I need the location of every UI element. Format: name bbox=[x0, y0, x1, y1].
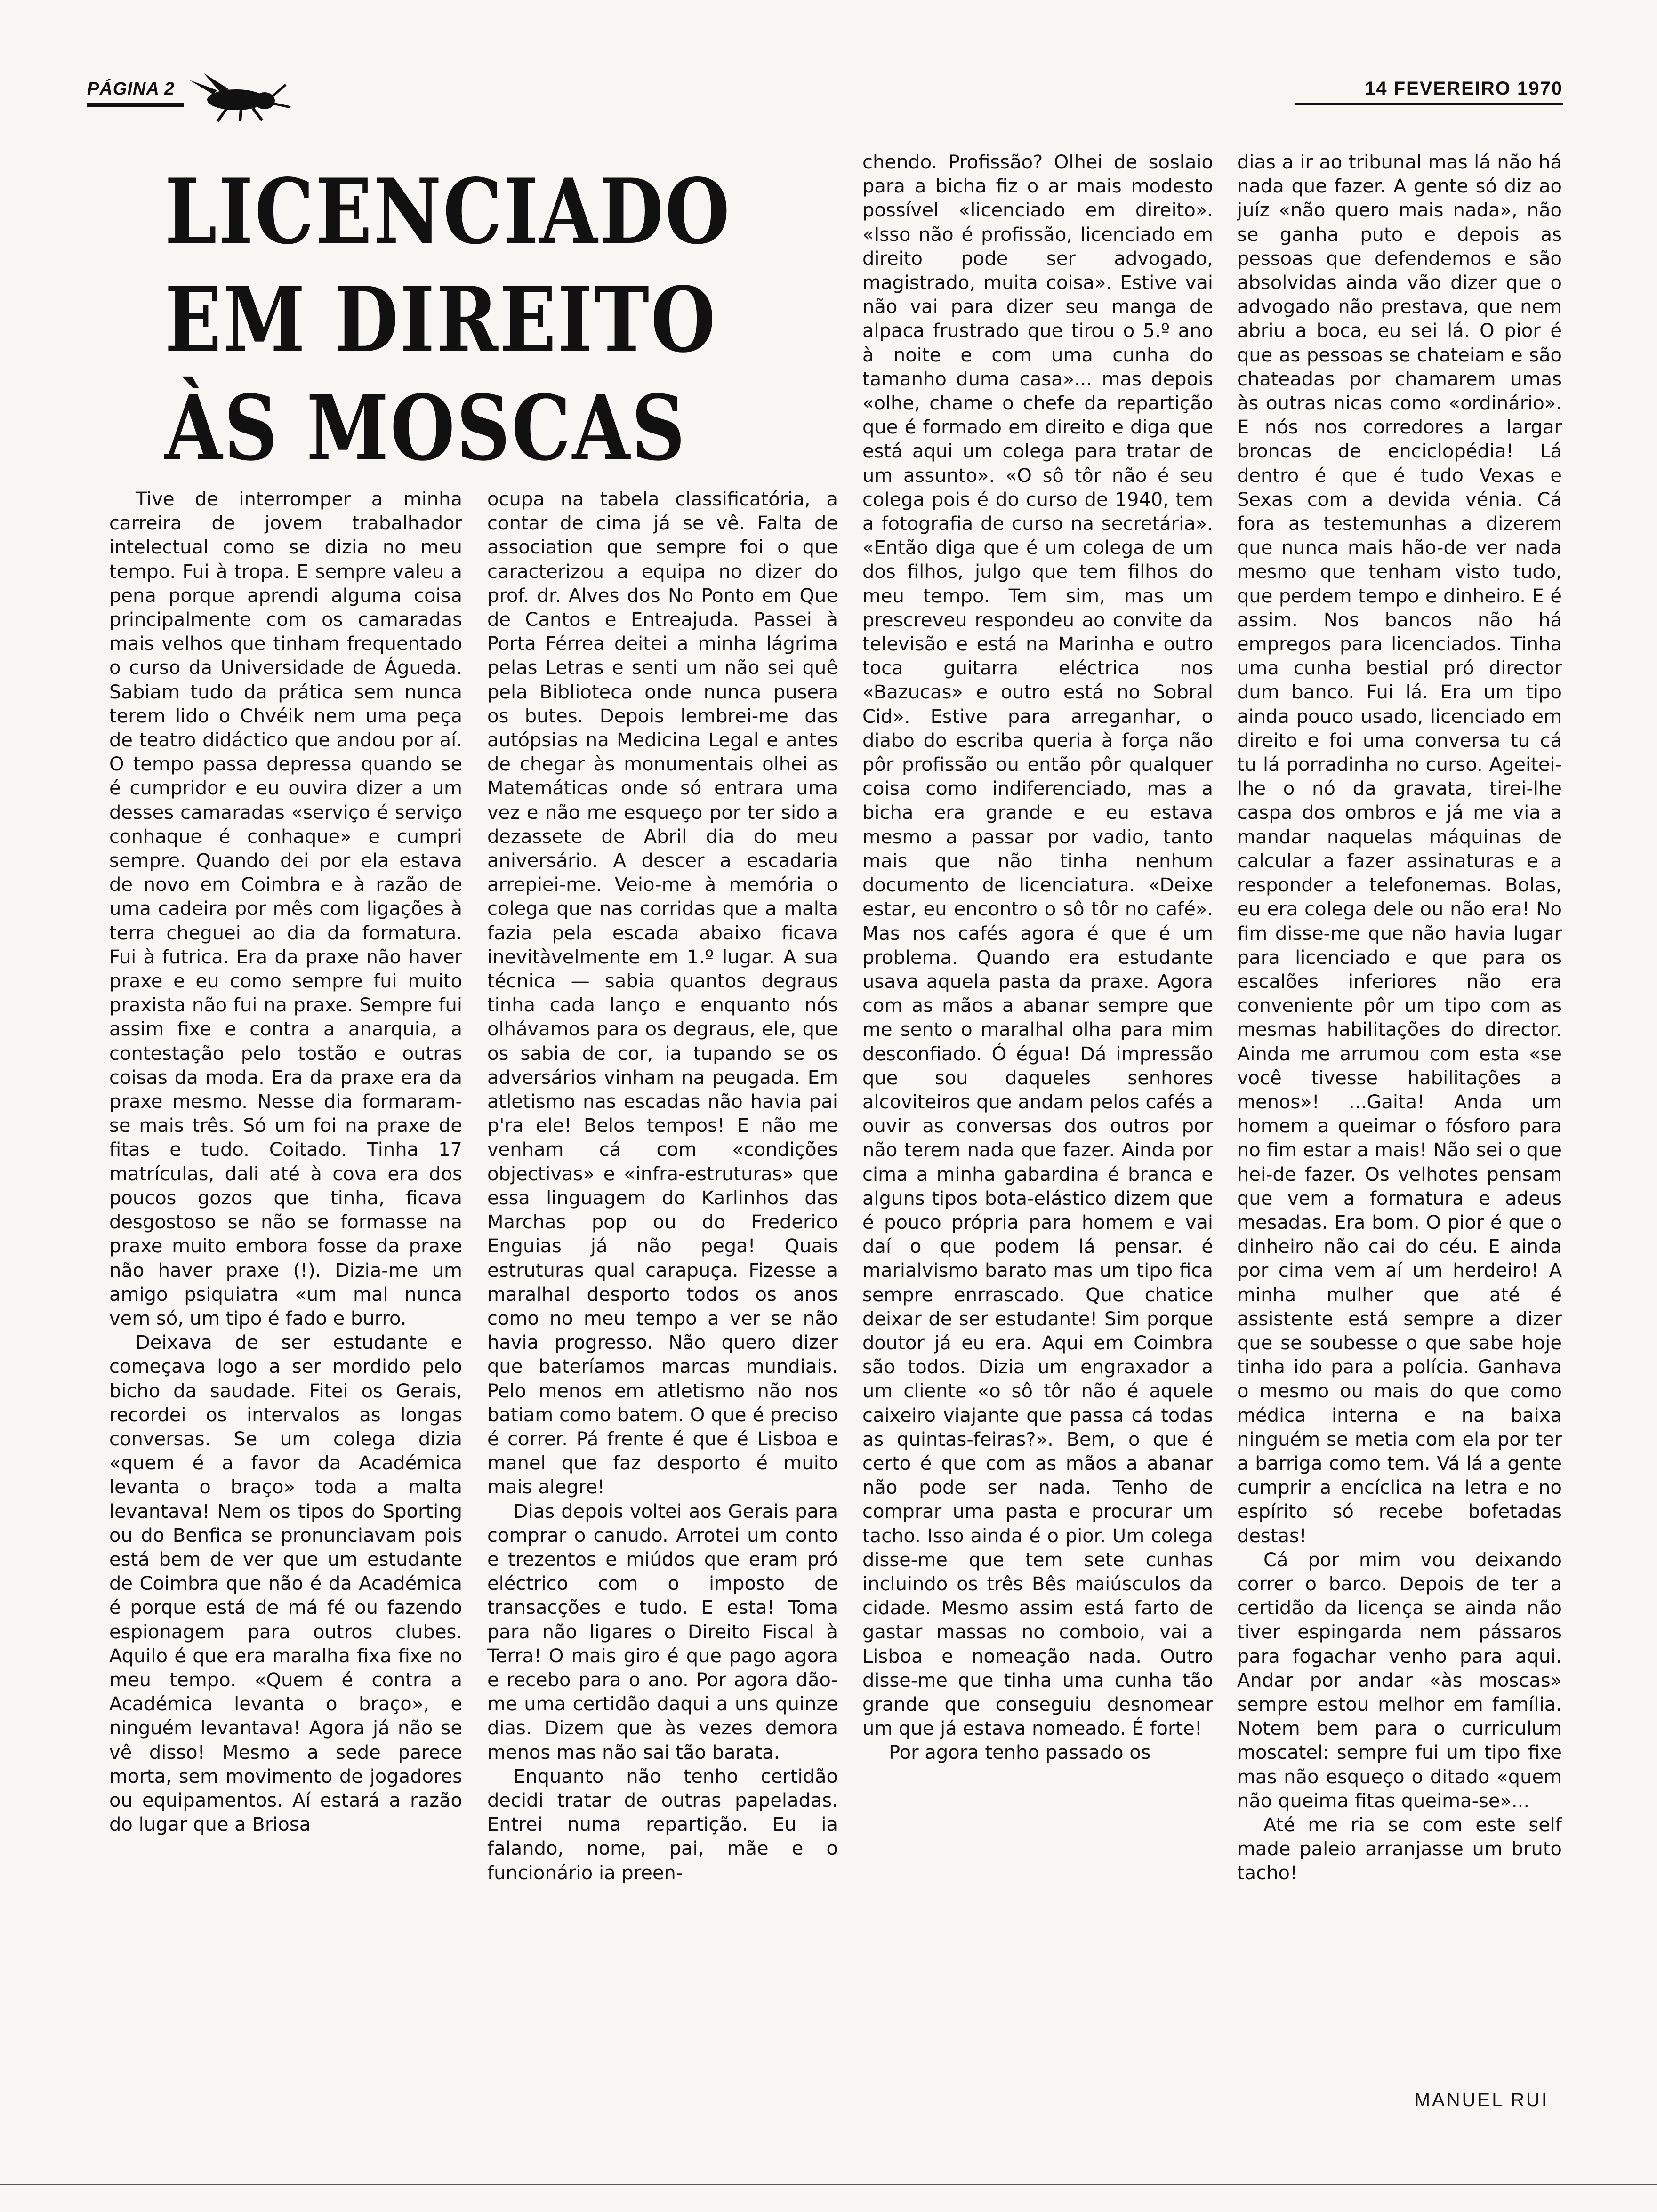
page-label: PÁGINA 2 bbox=[87, 79, 175, 99]
header-rule-left bbox=[87, 103, 184, 107]
article-column-3 bbox=[862, 151, 1213, 1765]
article-paragraph: Deixava de ser estudante e começava logo a ser mordido pelo bicho da saudade. Fitei os Gerais, recordei os intervalos as longas conversas. Se um colega dizia «quem é a favor da Académica levanta o braço» toda a malta levantava! Nem os tipos do Sporting ou do Benfica se pronunciavam pois está bem de ver que um estudante de Coimbra que não é da Académica é porque está de má fé ou fazendo espionagem para outros clubes. Aquilo é que era maralha fixa fixe no meu tempo. «Quem é contra a Académica levanta o braço», e ninguém levantava! Agora já não se vê disso! Mesmo a sede parece morta, sem movimento de jogadores ou equipamentos. Aí estará a razão do lugar que a Briosa bbox=[109, 1332, 462, 1836]
article-paragraph: chendo. Profissão? Olhei de soslaio para a bicha fiz o ar mais modesto possível «licenciado em direito». «Isso não é profissão, licenciado em direito pode ser advogado, magistrado, muita coisa». Estive vai não vai para dizer seu manga de alpaca frustrado que tirou o 5.º ano à noite e com uma cunha do tamanho duma casa»... mas depois «olhe, chame o chefe da repartição que é formado em direito e diga que está aqui um colega para tratar de um assunto». «O sô tôr não é seu colega pois é do curso de 1940, tem a fotografia de curso na secretária». «Então diga que é um colega de um dos filhos, julgo que tem filhos do meu tempo. Tem sim, mas um prescreveu respondeu ao convite da televisão e está na Marinha e outro toca guitarra eléctrica nos «Bazucas» e outro está no Sobral Cid». Estive para arreganhar, o diabo do escriba queria à força não pôr profissão ou então pôr qualquer coisa como indiferenciado, mas a bicha era grande e eu estava mesmo a passar por vadio, tanto mais que não tinha nenhum documento de licenciatura. «Deixe estar, eu encontro o sô tôr no café». Mas nos cafés agora é que é um problema. Quando era estudante usava aquela pasta da praxe. Agora com as mãos a abanar sempre que me sento o maralhal olha para mim desconfiado. Ó égua! Dá impressão que sou daqueles senhores alcoviteiros que andam pelos cafés a ouvir as conversas dos outros por não terem nada que fazer. Ainda por cima a minha gabardina é branca e alguns tipos bota-elástico dizem que é pouco própria para homem e vai daí o que podem lá pensar. é marialvismo barato mas um tipo fica sempre enrrascado. Que chatice deixar de ser estudante! Sim porque doutor já eu era. Aqui em Coimbra são todos. Dizia um engraxador a um cliente «o sô tôr não é aquele caixeiro viajante que passa cá todas as quintas-feiras?». Bem, o que é certo é que com as mãos a abanar não pode ser nada. Tenho de comprar uma pasta e procurar um tacho. Isso ainda é o pior. Um colega disse-me que tem sete cunhas incluindo os três Bês maiúsculos da cidade. Mesmo assim está farto de gastar massas no comboio, vai a Lisboa e nomeação nada. Outro disse-me que tinha uma cunha tão grande que conseguiu desnomear um que já estava nomeado. É forte! bbox=[862, 152, 1213, 1740]
article-column-1 bbox=[109, 488, 462, 1837]
article-paragraph: Enquanto não tenho certidão decidi tratar de outras papeladas. Entrei numa repartição. Eu ia falando, nome, pai, mãe e o funcionário ia preen- bbox=[487, 1765, 838, 1884]
article-paragraph: Até me ria se com este self made paleio arranjasse um bruto tacho! bbox=[1237, 1814, 1562, 1884]
author-byline: MANUEL RUI bbox=[1414, 2090, 1549, 2110]
fly-icon bbox=[185, 71, 293, 122]
article-paragraph: Dias depois voltei aos Gerais para comprar o canudo. Arrotei um conto e trezentos e miúdos que eram pró eléctrico com o imposto de transacções e tudo. E esta! Toma para não ligares o Direito Fiscal à Terra! O mais giro é que pago agora e recebo para o ano. Por agora dão-me uma certidão daqui a uns quinze dias. Dizem que às vezes demora menos mas não sai tão barata. bbox=[487, 1500, 838, 1763]
article-column-4 bbox=[1237, 151, 1562, 1886]
article-paragraph: Tive de interromper a minha carreira de jovem trabalhador intelectual como se dizia no meu tempo. Fui à tropa. E sempre valeu a pena porque aprendi alguma coisa principalmente com os camaradas mais velhos que tinham frequentado o curso da Universidade de Águeda. Sabiam tudo da prática sem nunca terem lido o Chvéik nem uma peça de teatro didáctico que andou por aí. O tempo passa depressa quando se é cumpridor e eu ouvira dizer a um desses camaradas «serviço é serviço conhaque é conhaque» e cumpri sempre. Quando dei por ela estava de novo em Coimbra e à razão de uma cadeira por mês com ligações à terra cheguei ao dia da formatura. Fui à futrica. Era da praxe não haver praxe e eu como sempre fui muito praxista não fui na praxe. Sempre fui assim fixe e contra a anarquia, a contestação pelo tostão e outras coisas da moda. Era da praxe era da praxe mesmo. Nesse dia formaram-se mais três. Só um foi na praxe de fitas e tudo. Coitado. Tinha 17 matrículas, dali até à cova era dos poucos gozos que tinha, ficava desgostoso se não se formasse na praxe muito embora fosse da praxe não haver praxe (!). Dizia-me um amigo psiquiatra «um mal nunca vem só, um tipo é fado e burro. bbox=[109, 489, 462, 1330]
headline-line-3: ÀS MOSCAS bbox=[165, 376, 687, 481]
footer-rule bbox=[0, 2184, 1657, 2185]
headline bbox=[165, 158, 732, 482]
article-column-2 bbox=[487, 488, 838, 1885]
article-paragraph: dias a ir ao tribunal mas lá não há nada que fazer. A gente só diz ao juíz «não quero mais nada», não se ganha puto e depois as pessoas que defendemos e são absolvidas ainda vão dizer que o advogado não prestava, que nem abriu a boca, eu sei lá. O pior é que as pessoas se chateiam e são chateadas por chamarem umas às outras nicas como «ordinário». E nós nos corredores a largar broncas de enciclopédia! Lá dentro é que é tudo Vexas e Sexas com a devida vénia. Cá fora as testemunhas a dizerem que nunca mais hão-de ver nada mesmo que tenham visto tudo, que perdem tempo e dinheiro. E é assim. Nos bancos não há empregos para licenciados. Tinha uma cunha bestial pró director dum banco. Fui lá. Era um tipo ainda pouco usado, licenciado em direito e foi uma conversa tu cá tu lá porradinha no curso. Ageitei-lhe o nó da gravata, tirei-lhe caspa dos ombros e já me via a mandar naquelas máquinas de calcular a fazer assinaturas e a responder a telefonemas. Bolas, eu era colega dele ou não era! No fim disse-me que não havia lugar para licenciado e que para os escalões inferiores não era conveniente pôr um tipo com as mesmas habilitações do director. Ainda me arrumou com esta «se você tivesse habilitações a menos»! ...Gaita! Anda um homem a queimar o fósforo para no fim estar a mais! Não sei o que hei-de fazer. Os velhotes pensam que vem a formatura e adeus mesadas. Era bom. O pior é que o dinheiro não cai do céu. E ainda por cima vem aí um herdeiro! A minha mulher que até é assistente está sempre a dizer que se soubesse o que sabe hoje tinha ido para a polícia. Ganhava o mesmo ou mais do que como médica interna e na baixa ninguém se metia com ela por ter a barriga como tem. Vá lá a gente cumprir a encíclica na letra e no espírito só recebe bofetadas destas! bbox=[1237, 152, 1562, 1547]
article-paragraph: ocupa na tabela classificatória, a contar de cima já se vê. Falta de association que sempre foi o que caracterizou a equipa no dizer do prof. dr. Alves dos No Ponto em Que de Cantos e Entreajuda. Passei à Porta Férrea deitei a minha lágrima pelas Letras e senti um não sei quê pela Biblioteca onde nunca pusera os butes. Depois lembrei-me das autópsias na Medicina Legal e antes de chegar às monumentais olhei as Matemáticas onde só entrara uma vez e não me esqueço por ter sido a dezassete de Abril dia do meu aniversário. A descer a escadaria arrepiei-me. Veio-me à memória o colega que nas corridas que a malta fazia pela escada abaixo ficava inevitàvelmente em 1.º lugar. A sua técnica — sabia quantos degraus tinha cada lanço e enquanto nós olhávamos para os degraus, ele, que os sabia de cor, ia tupando se os adversários vinham na peugada. Em atletismo nas escadas não havia pai p'ra ele! Belos tempos! E não me venham cá com «condições objectivas» e «infra-estruturas» que essa linguagem do Karlinhos das Marchas pop ou do Frederico Enguias já não pega! Quais estruturas qual carapuça. Fizesse a maralhal desporto todos os anos como no meu tempo a ver se não havia progresso. Não quero dizer que bateríamos marcas mundiais. Pelo menos em atletismo não nos batiam como batem. O que é preciso é correr. Pá frente é que é Lisboa e manel que faz desporto é muito mais alegre! bbox=[487, 489, 838, 1499]
header-rule-right bbox=[1295, 103, 1563, 105]
issue-date: 14 FEVEREIRO 1970 bbox=[1365, 78, 1563, 99]
headline-line-2: EM DIREITO bbox=[165, 267, 717, 372]
article-paragraph: Cá por mim vou deixando correr o barco. Depois de ter a certidão da licença se ainda não tiver espingarda nem pássaros para fogachar venho para aqui. Andar por andar «às moscas» sempre estou melhor em família. Notem bem para o curriculum moscatel: sempre fui um tipo fixe mas não esqueço o ditado «quem não queima fitas queima-se»... bbox=[1237, 1549, 1562, 1812]
headline-line-1: LICENCIADO bbox=[165, 159, 732, 264]
article-paragraph: Por agora tenho passado os bbox=[889, 1742, 1151, 1764]
